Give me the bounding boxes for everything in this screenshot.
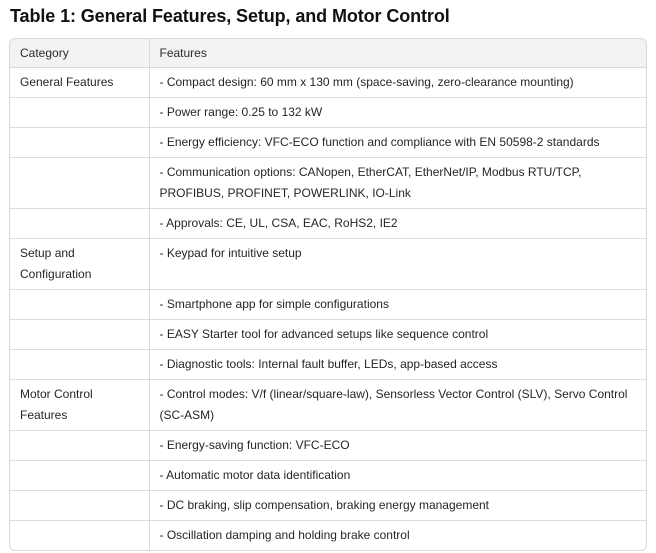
table-row [10, 431, 646, 461]
feature-cell: - Energy efficiency: VFC-ECO function and compliance with EN 50598-2 standards [149, 128, 646, 158]
table-row [10, 158, 646, 209]
features-table [10, 39, 646, 550]
table-row [10, 320, 646, 350]
category-cell [10, 158, 149, 209]
category-cell [10, 380, 149, 431]
table-row [10, 68, 646, 98]
table-row [10, 350, 646, 380]
category-cell [10, 350, 149, 380]
feature-cell: - Keypad for intuitive setup [149, 239, 646, 290]
features-table-container [9, 38, 647, 551]
table-row [10, 239, 646, 290]
feature-cell: - Energy-saving function: VFC-ECO [149, 431, 646, 461]
table-row [10, 128, 646, 158]
category-cell [10, 461, 149, 491]
category-label: Motor Control Features [20, 387, 93, 422]
category-cell: General Features [10, 68, 149, 98]
column-header-category: Category [10, 39, 149, 68]
category-cell [10, 128, 149, 158]
table-title: Table 1: General Features, Setup, and Motor Control [10, 6, 450, 26]
feature-cell: - Oscillation damping and holding brake control [159, 528, 410, 542]
category-cell [10, 431, 149, 461]
table-row [10, 491, 646, 521]
table-row [10, 209, 646, 239]
category-cell [10, 290, 149, 320]
category-cell [10, 98, 149, 128]
feature-cell: - Communication options: CANopen, EtherCAT, EtherNet/IP, Modbus RTU/TCP, PROFIBUS, PROFINET, POWERLINK, IO-Link [149, 158, 646, 209]
table-header-row [10, 39, 646, 68]
feature-cell: - Approvals: CE, UL, CSA, EAC, RoHS2, IE2 [149, 209, 646, 239]
feature-cell: - Diagnostic tools: Internal fault buffer, LEDs, app-based access [149, 350, 646, 380]
category-cell [10, 521, 149, 551]
table-row [10, 98, 646, 128]
feature-cell: - Control modes: V/f (linear/square-law), Sensorless Vector Control (SLV), Servo Control (SC-ASM) [149, 380, 646, 431]
category-label: Setup and Configuration [20, 246, 92, 281]
feature-cell: - EASY Starter tool for advanced setups like sequence control [149, 320, 646, 350]
feature-cell: - Smartphone app for simple configurations [149, 290, 646, 320]
feature-cell: - Automatic motor data identification [149, 461, 646, 491]
table-row [10, 461, 646, 491]
category-cell [10, 239, 149, 290]
table-row [10, 380, 646, 431]
column-header-features: Features [149, 39, 646, 68]
feature-cell: - DC braking, slip compensation, braking energy management [149, 491, 646, 521]
feature-cell: - Compact design: 60 mm x 130 mm (space-saving, zero-clearance mounting) [149, 68, 646, 98]
category-cell [10, 491, 149, 521]
feature-cell: - Power range: 0.25 to 132 kW [149, 98, 646, 128]
table-row [10, 521, 646, 551]
table-row [10, 290, 646, 320]
category-cell [10, 320, 149, 350]
category-cell [10, 209, 149, 239]
